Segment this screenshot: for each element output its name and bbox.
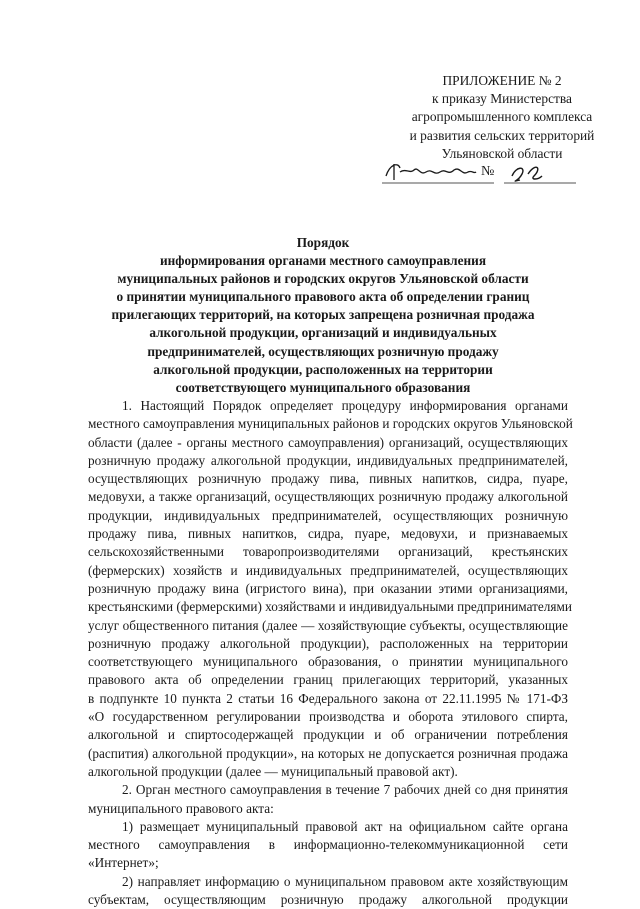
body-text-line: «Интернет»; [88, 855, 159, 871]
heading-line: о принятии муниципального правового акта об определении границ [116, 289, 530, 305]
body-text-line: «О государственном регулировании производства и оборота этилового спирта, [88, 709, 568, 725]
body-text-line: области (далее - органы местного самоуправления) организаций, осуществляющих [88, 434, 568, 450]
body-text-line: розничную продажу алкогольной продукции), расположенных на территории [88, 635, 568, 651]
document-heading [88, 234, 558, 397]
handwritten-signature [376, 158, 626, 188]
body-text-line: осуществляющих розничную продажу пива, пивных напитков, сидра, пуаре, [88, 471, 568, 487]
body-text-line: муниципального правового акта: [88, 800, 274, 816]
body-text-line: алкогольной и спиртосодержащей продукции и об ограничении потребления [88, 727, 568, 743]
body-text-line: субъектам, осуществляющим розничную продажу алкогольной продукции [88, 892, 568, 908]
appendix-line: ПРИЛОЖЕНИЕ № 2 [442, 73, 562, 88]
appendix-line: к приказу Министерства [432, 91, 572, 107]
body-text-line: 2. Орган местного самоуправления в течение 7 рабочих дней со дня принятия [122, 782, 568, 798]
document-body [88, 397, 573, 909]
body-text-line: (распития) алкогольной продукции», на которых не допускается розничная продажа [88, 745, 568, 761]
body-text-line: 1. Настоящий Порядок определяет процедуру информирования органами [122, 398, 568, 413]
body-text-line: в подпункте 10 пункта 2 статьи 16 Федерального закона от 22.11.1995 № 171-ФЗ [88, 690, 568, 706]
date-number-line [376, 158, 626, 188]
heading-line: алкогольной продукции, организаций и индивидуальных [149, 325, 497, 341]
body-text-line: розничную продажу алкогольной продукции, индивидуальных предпринимателей, [88, 452, 568, 468]
appendix-line: и развития сельских территорий [409, 127, 595, 143]
body-text-line: сельскохозяйственными товаропроизводителями организаций, крестьянских [88, 544, 568, 560]
body-text-line: медовухи, а также организаций, осуществляющих розничную продажу алкогольной [88, 489, 568, 505]
heading-line: предпринимателей, осуществляющих розничную продажу [147, 343, 499, 359]
body-text-line: продукции, индивидуальных предпринимателей, осуществляющих розничную [88, 507, 568, 523]
heading-line: соответствующего муниципального образования [175, 379, 471, 395]
body-text-line: продажу пива, пивных напитков, сидра, пуаре, медовухи, и признаваемых [88, 526, 568, 542]
heading-line: Порядок [296, 235, 350, 250]
appendix-block [392, 72, 612, 163]
body-text-line: правового акта об определении границ прилегающих территорий, указанных [88, 672, 568, 688]
appendix-line: агропромышленного комплекса [411, 109, 593, 125]
number-label: № [481, 164, 495, 179]
heading-line: алкогольной продукции, расположенных на территории [153, 361, 493, 377]
body-text-line: местного самоуправления муниципальных районов и городских округов Ульяновской [88, 416, 573, 432]
body-text-line: крестьянскими (фермерскими) хозяйствами и индивидуальными предпринимателями [88, 599, 572, 615]
heading-line: прилегающих территорий, на которых запрещена розничная продажа [111, 307, 535, 323]
body-text-line: розничную продажу вина (игристого вина), при оказании этими организациями, [88, 580, 568, 596]
body-text-line: соответствующего муниципального образования, о принятии муниципального [88, 654, 568, 670]
body-text-line: 1) размещает муниципальный правовой акт на официальном сайте органа [122, 818, 568, 834]
heading-line: муниципальных районов и городских округов Ульяновской области [117, 271, 529, 287]
body-text-line: 2) направляет информацию о муниципальном правовом акте хозяйствующим [122, 873, 568, 889]
appendix-line: Ульяновской области [441, 145, 563, 161]
body-text-line: услуг общественного питания (далее — хозяйствующие субъекты, осуществляющие [88, 617, 568, 633]
body-text-line: (фермерских) хозяйств и индивидуальных предпринимателей, осуществляющих [88, 562, 568, 578]
heading-line: информирования органами местного самоуправления [159, 253, 487, 269]
body-text-line: местного самоуправления в информационно-телекоммуникационной сети [88, 837, 568, 853]
body-text-line: алкогольной продукции (далее — муниципальный правовой акт). [88, 763, 458, 779]
